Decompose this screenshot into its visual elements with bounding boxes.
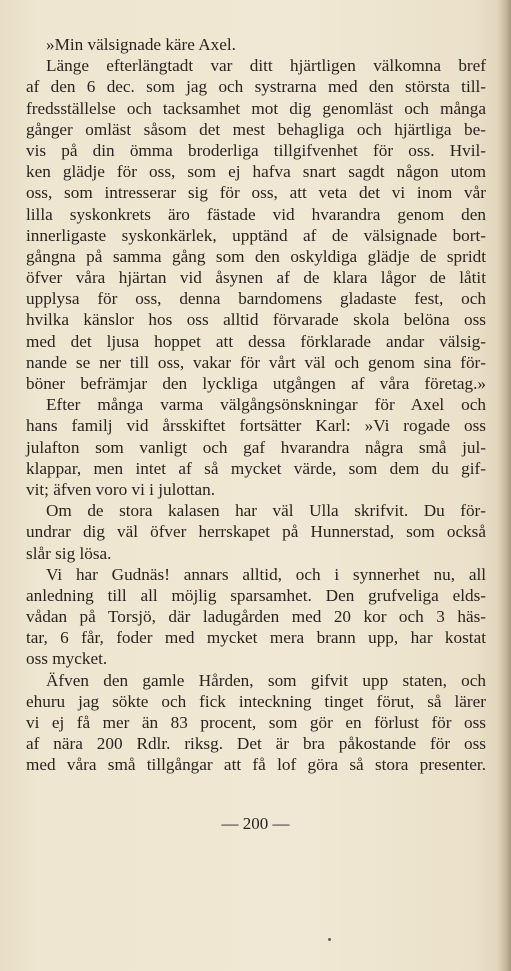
text-line: upplysa för oss, denna barndomens gladaste fest, och (26, 289, 486, 309)
text-line: Om de stora kalasen har väl Ulla skrifvit. Du för‑ (46, 501, 486, 521)
text-line: hvilka känslor hos oss alltid förvarade skola belöna oss (26, 310, 486, 330)
text-line: anledning till all möjlig sparsamhet. Den grufveliga elds‑ (26, 585, 486, 605)
text-line: julafton som vanligt och gaf hvarandra några små jul‑ (26, 437, 486, 457)
text-line: vi ej få mer än 83 procent, som gör en förlust för oss (26, 713, 486, 732)
text-line: gånger omläst såsom det mest behagliga och hjärtliga be‑ (26, 119, 486, 139)
text-line: gångna på samma gång som den oskyldiga glädje de spridt (26, 246, 486, 266)
text-line: vådan på Torsjö, där ladugården med 20 kor och 3 häs‑ (26, 607, 486, 627)
text-line: oss mycket. (26, 649, 108, 669)
text-line: tar, 6 får, foder med mycket mera brann upp, har kostat (26, 628, 486, 648)
text-line: lilla syskonkrets äro fästade vid hvarandra genom den (26, 204, 486, 224)
text-line: slår sig lösa. (26, 543, 112, 563)
text-line: oss, som intresserar sig för oss, att veta det vi inom vår (26, 183, 486, 203)
text-line: öfver våra hjärtan vid åsynen af de klara lågor de låtit (26, 268, 486, 288)
text-line: af nära 200 Rdlr. riksg. Det är bra påkostande för oss (26, 734, 486, 754)
text-line: vit; äfven voro vi i julottan. (26, 479, 216, 499)
text-line: undrar dig väl öfver herrskapet på Hunnerstad, som också (26, 522, 486, 542)
text-line: hans familj vid årsskiftet fortsätter Karl: »Vi rogade oss (26, 416, 486, 436)
text-line: Äfven den gamle Hården, som gifvit upp staten, och (46, 670, 486, 690)
text-line: ehuru jag sökte och fick inteckning tinget förut, så lärer (26, 691, 486, 711)
text-line: Efter många varma välgångsönskningar för Axel och (46, 395, 486, 415)
text-line: med våra små tillgångar att få lof göra så stora presenter. (26, 755, 486, 775)
text-line: »Min välsignade käre Axel. (46, 35, 236, 54)
page-number: — 200 — (221, 814, 290, 833)
text-line: innerligaste syskonkärlek, upptänd af de välsignade bort‑ (26, 225, 486, 245)
paper-speck (328, 938, 331, 941)
text-line: Vi har Gudnäs! annars alltid, och i synnerhet nu, all (46, 564, 486, 584)
text-line: af den 6 dec. som jag och systrarna med den största till‑ (26, 77, 486, 97)
text-line: ken glädje för oss, som ej hafva snart sagdt någon utom (26, 162, 486, 182)
text-line: vis på din ömma broderliga tillgifvenhet för oss. Hvil‑ (26, 140, 486, 160)
text-line: klappar, men intet af så mycket värde, som dem du gif‑ (26, 458, 486, 478)
text-line: Länge efterlängtadt var ditt hjärtligen välkomna bref (46, 56, 486, 76)
text-line: fredsställelse och tacksamhet mot dig genomläst och många (26, 98, 486, 118)
text-line: nande se ner till oss, vakar för vårt väl och genom sina för‑ (26, 352, 486, 372)
body-text (26, 34, 486, 776)
text-line: böner befrämjar den lyckliga utgången af våra företag.» (26, 374, 486, 393)
text-line: med det ljusa hoppet att dessa förklarade andar välsig‑ (26, 331, 486, 351)
